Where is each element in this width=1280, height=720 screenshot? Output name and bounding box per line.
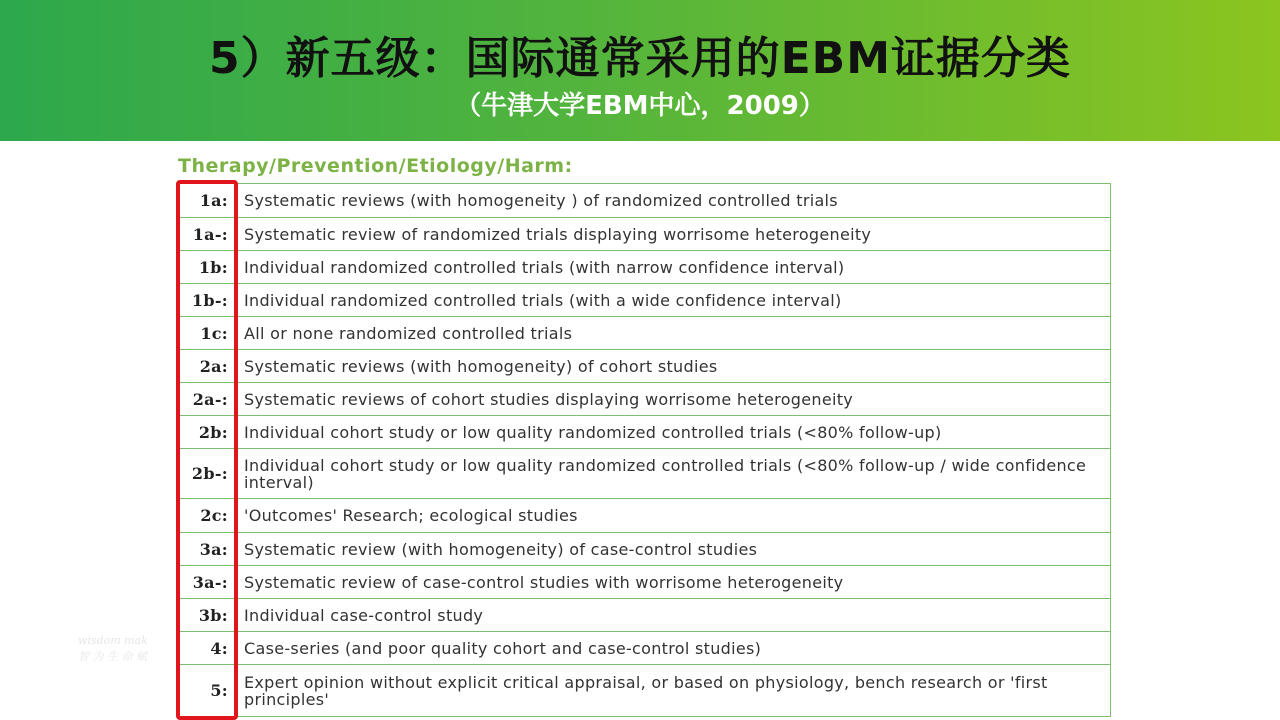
watermark: [78, 633, 148, 665]
table-row: [180, 184, 1111, 218]
evidence-description-cell: Systematic reviews of cohort studies displaying worrisome heterogeneity: [235, 383, 1111, 416]
slide-title: 5）新五级：国际通常采用的EBM证据分类: [209, 33, 1071, 84]
table-row: [180, 350, 1111, 383]
evidence-description-cell: Individual randomized controlled trials (with a wide confidence interval): [235, 284, 1111, 317]
watermark-line-1: wisdom mak: [78, 634, 148, 647]
evidence-description-cell: Systematic reviews (with homogeneity) of cohort studies: [235, 350, 1111, 383]
evidence-level-cell: 2c:: [180, 499, 235, 533]
evidence-level-cell: 4:: [180, 632, 235, 665]
slide-header: [0, 0, 1280, 141]
evidence-level-cell: 1a-:: [180, 218, 235, 251]
table-row: [180, 599, 1111, 632]
evidence-description-cell: Case-series (and poor quality cohort and case-control studies): [235, 632, 1111, 665]
evidence-description-cell: Individual case-control study: [235, 599, 1111, 632]
table-row: [180, 284, 1111, 317]
evidence-level-cell: 3b:: [180, 599, 235, 632]
evidence-level-cell: 2b-:: [180, 449, 235, 499]
evidence-levels-body: [180, 184, 1111, 717]
evidence-description-cell: Systematic reviews (with homogeneity ) of randomized controlled trials: [235, 184, 1111, 218]
evidence-description-cell: Expert opinion without explicit critical appraisal, or based on physiology, bench research or 'first principles': [235, 665, 1111, 717]
evidence-description-cell: Individual randomized controlled trials (with narrow confidence interval): [235, 251, 1111, 284]
evidence-level-cell: 2a:: [180, 350, 235, 383]
evidence-level-cell: 1b-:: [180, 284, 235, 317]
evidence-description-cell: 'Outcomes' Research; ecological studies: [235, 499, 1111, 533]
evidence-level-cell: 5:: [180, 665, 235, 717]
evidence-description-cell: Systematic review of case-control studies with worrisome heterogeneity: [235, 566, 1111, 599]
evidence-description-cell: Systematic review of randomized trials displaying worrisome heterogeneity: [235, 218, 1111, 251]
table-row: [180, 383, 1111, 416]
evidence-level-cell: 1a:: [180, 184, 235, 218]
evidence-levels-table: [179, 183, 1111, 717]
table-row: [180, 317, 1111, 350]
evidence-level-cell: 2b:: [180, 416, 235, 449]
table-row: [180, 251, 1111, 284]
table-row: [180, 218, 1111, 251]
table-row: [180, 449, 1111, 499]
slide-subtitle: （牛津大学EBM中心，2009）: [455, 91, 825, 121]
evidence-level-cell: 3a-:: [180, 566, 235, 599]
watermark-line-2: 智 为 生 命 赋: [78, 650, 147, 663]
section-label: Therapy/Prevention/Etiology/Harm:: [178, 155, 573, 177]
evidence-level-cell: 1c:: [180, 317, 235, 350]
evidence-level-cell: 3a:: [180, 533, 235, 566]
evidence-description-cell: Systematic review (with homogeneity) of case-control studies: [235, 533, 1111, 566]
evidence-level-cell: 1b:: [180, 251, 235, 284]
level-column-highlight-box: [176, 180, 238, 720]
evidence-level-cell: 2a-:: [180, 383, 235, 416]
evidence-description-cell: Individual cohort study or low quality randomized controlled trials (<80% follow-up): [235, 416, 1111, 449]
table-row: [180, 566, 1111, 599]
evidence-description-cell: Individual cohort study or low quality randomized controlled trials (<80% follow-up / wide confidence interval): [235, 449, 1111, 499]
evidence-description-cell: All or none randomized controlled trials: [235, 317, 1111, 350]
table-row: [180, 416, 1111, 449]
table-row: [180, 499, 1111, 533]
table-row: [180, 632, 1111, 665]
table-row: [180, 533, 1111, 566]
table-row: [180, 665, 1111, 717]
